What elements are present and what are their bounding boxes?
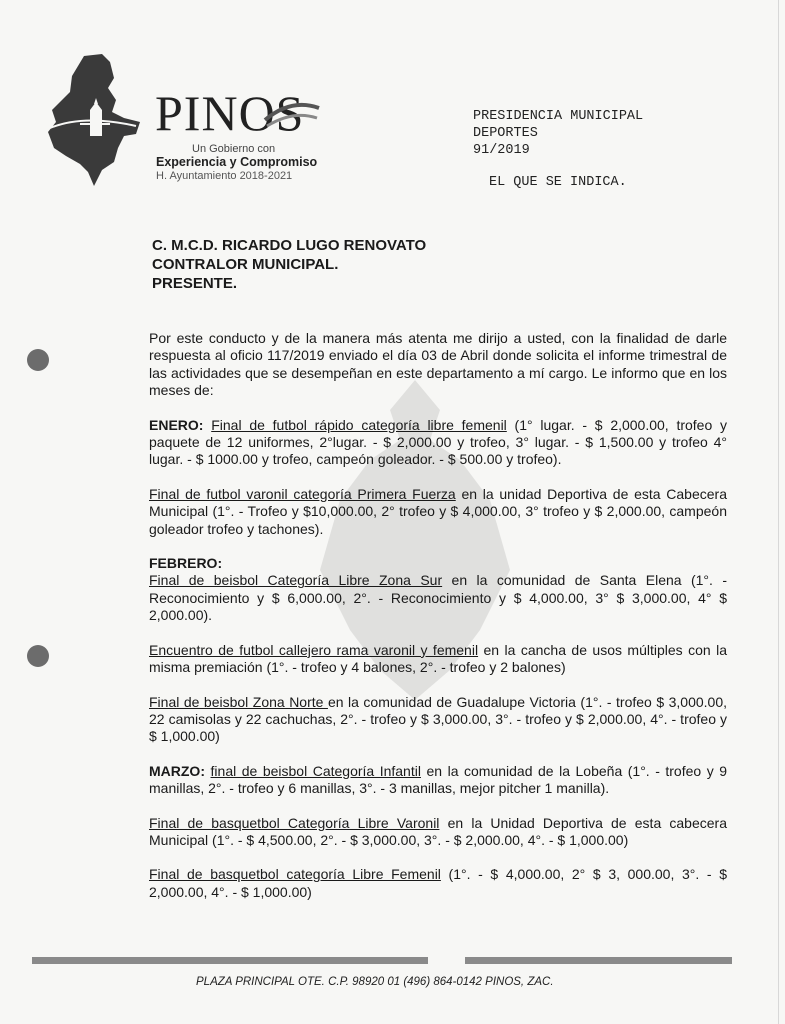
febrero-item-1	[149, 572, 727, 624]
event-detail: (1° lugar. - $ 2,000.00, trofeo y paquete de 12 uniformes, 2°lugar. - $ 2,000.00 y trofeo, 3° lugar. - $ 1,500.00 y trofeo 4° lugar. - $ 1000.00 y trofeo, campeón goleador. - $ 500.00 y trofeo).	[149, 416, 728, 468]
footer-rule-left	[32, 957, 428, 964]
office-line: PRESIDENCIA MUNICIPAL	[473, 109, 644, 124]
event-title: Encuentro de futbol callejero rama varonil y femenil	[149, 641, 479, 658]
recipient-title: CONTRALOR MUNICIPAL.	[152, 256, 339, 273]
recipient-greeting: PRESENTE.	[152, 275, 238, 292]
subject-line: EL QUE SE INDICA.	[489, 175, 627, 190]
logo-tagline-1: Un Gobierno con	[192, 143, 276, 155]
event-title: Final de beisbol Categoría Libre Zona Sur	[149, 572, 443, 589]
logo-swoosh-icon	[263, 96, 321, 136]
event-detail: en la Unidad Deportiva de esta cabecera Municipal (1°. - $ 4,500.00, 2°. - $ 3,000.00, 3°. - $ 2,000.00, 4°. - $ 1,000.00)	[149, 814, 727, 848]
event-detail: (1°. - $ 4,000.00, 2° $ 3, 000.00, 3°. - $ 2,000.00, 4°. - $ 1,000.00)	[149, 866, 727, 900]
footer-address: PLAZA PRINCIPAL OTE. C.P. 98920 01 (496) 864-0142 PINOS, ZAC.	[196, 976, 554, 988]
marzo-item-1	[149, 763, 727, 798]
event-detail: en la comunidad de la Lobeña (1°. - trofeo y 9 manillas, 2°. - trofeo y 6 manillas, 3°. - 3 manillas, mejor pitcher 1 manilla).	[149, 762, 728, 797]
febrero-item-2	[149, 642, 727, 677]
enero-item-1	[149, 417, 727, 469]
event-title: Final de basquetbol Categoría Libre Varonil	[149, 814, 440, 831]
logo-tagline-2: Experiencia y Compromiso	[156, 155, 318, 169]
event-title: Final de futbol rápido categoría libre femenil	[211, 416, 507, 433]
punch-hole-top	[27, 349, 49, 371]
intro-paragraph: Por este conducto y de la manera más atenta me dirijo a usted, con la finalidad de darle respuesta al oficio 117/2019 enviado el día 03 de Abril donde solicita el informe trimestral de las actividades que se desempeñan en este departamento a mí cargo. Le informo que en los meses de:	[149, 330, 727, 399]
event-detail: en la unidad Deportiva de esta Cabecera Municipal (1°. - Trofeo y $10,000.00, 2° trofeo y $ 4,000.00, 3° trofeo y $ 2,000.00, campeón goleador trofeo y tachones).	[149, 485, 727, 537]
event-detail: en la comunidad de Santa Elena (1°. - Reconocimiento y $ 6,000.00, 2°. - Reconocimiento y $ 4,000.00, 3° $ 3,000.00, 4° $ 2,000.00).	[149, 572, 728, 624]
office-line: DEPORTES	[473, 126, 538, 141]
logo-tagline-3: H. Ayuntamiento 2018-2021	[156, 170, 293, 182]
month-label-marzo: MARZO:	[149, 762, 205, 779]
event-detail: en la cancha de usos múltiples con la misma premiación (1°. - trofeo y 4 balones, 2°. - trofeo y 2 balones)	[149, 641, 727, 676]
letter-body	[149, 330, 727, 901]
marzo-item-2	[149, 815, 727, 850]
office-reference	[473, 108, 643, 159]
event-title: Final de basquetbol categoría Libre Femenil	[149, 866, 441, 883]
enero-item-2	[149, 486, 727, 538]
event-title: Final de beisbol Zona Norte	[149, 693, 328, 710]
logo-wordmark: PINOS	[155, 85, 305, 141]
recipient-name: C. M.C.D. RICARDO LUGO RENOVATO	[152, 237, 427, 254]
footer-rule-right	[465, 957, 732, 964]
recipient-block	[152, 236, 426, 293]
event-title: Final de futbol varonil categoría Primera Fuerza	[149, 485, 456, 502]
page-edge	[778, 0, 779, 1024]
febrero-item-3	[149, 694, 727, 746]
month-label-febrero: FEBRERO:	[149, 555, 223, 572]
event-title: final de beisbol Categoría Infantil	[210, 762, 421, 779]
punch-hole-bottom	[27, 645, 49, 667]
month-label-enero: ENERO:	[149, 416, 204, 433]
office-line: 91/2019	[473, 143, 530, 158]
event-detail: en la comunidad de Guadalupe Victoria (1°. - trofeo $ 3,000.00, 22 camisolas y 22 cachuchas, 2°. - trofeo y $ 3,000.00, 3°. - trofeo y $ 2,000.00, 4°. - trofeo y $ 1,000.00)	[149, 693, 727, 745]
marzo-item-3	[149, 866, 727, 901]
pinos-map-logo-icon	[44, 52, 144, 188]
